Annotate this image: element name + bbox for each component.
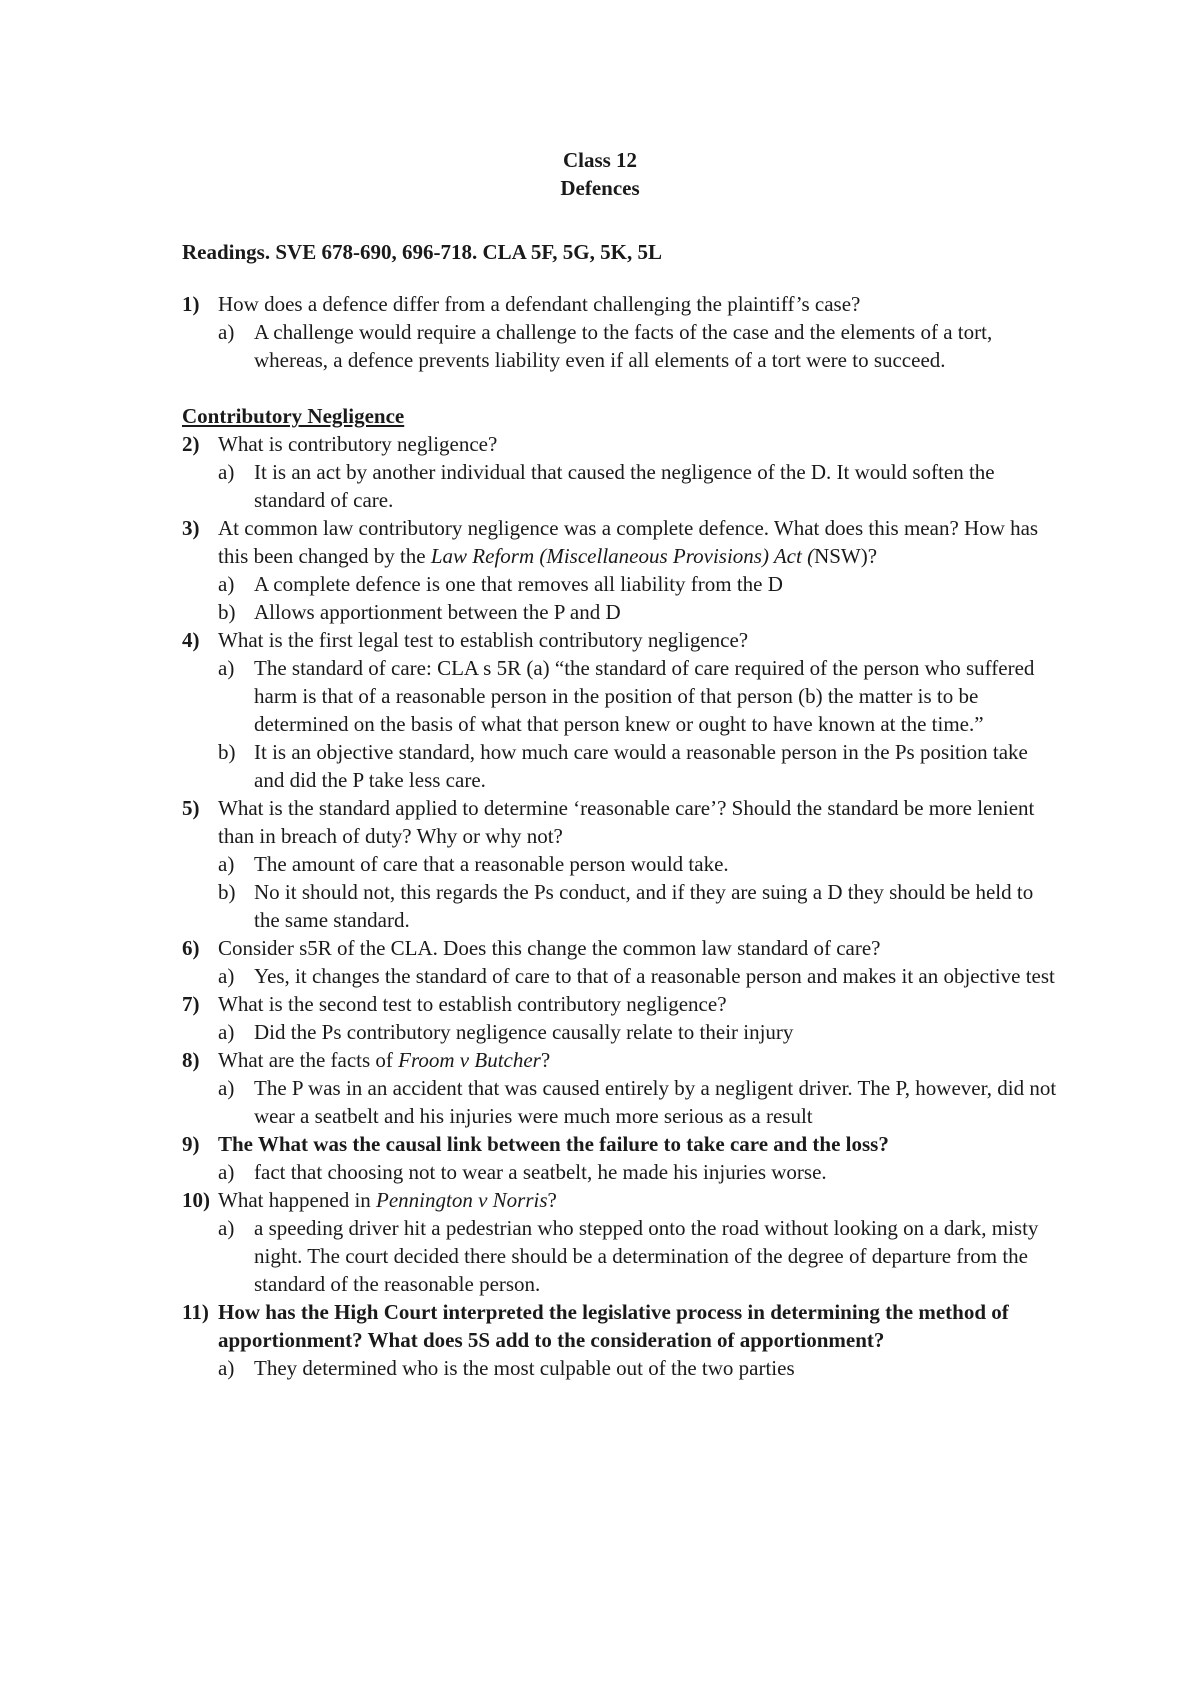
- answer-text: A complete defence is one that removes all liability from the D: [254, 572, 783, 596]
- answer-6a: [182, 962, 1062, 990]
- answer-letter: a): [218, 1216, 235, 1240]
- question-2: [182, 430, 1062, 458]
- question-number: 3): [182, 516, 200, 540]
- question-3: [182, 514, 1062, 570]
- question-number: 11): [182, 1300, 209, 1324]
- question-text: What are the facts of Froom v Butcher?: [218, 1048, 551, 1072]
- question-text: What happened in Pennington v Norris?: [218, 1188, 557, 1212]
- answer-text: fact that choosing not to wear a seatbelt, he made his injuries worse.: [254, 1160, 827, 1184]
- question-10: [182, 1186, 1062, 1214]
- answer-text: The amount of care that a reasonable person would take.: [254, 852, 729, 876]
- question-text: What is contributory negligence?: [218, 432, 498, 456]
- answer-4a: [182, 654, 1062, 738]
- answer-10a: [182, 1214, 1062, 1298]
- question-text: How has the High Court interpreted the legislative process in determining the method of apportionment? What does 5S add to the consideration of apportionment?: [218, 1300, 1009, 1352]
- answer-text: A challenge would require a challenge to the facts of the case and the elements of a tort, whereas, a defence prevents liability even if all elements of a tort were to succeed.: [254, 320, 993, 372]
- readings-line: Readings. SVE 678-690, 696-718. CLA 5F, 5G, 5K, 5L: [182, 240, 662, 264]
- question-8: [182, 1046, 1062, 1074]
- answer-3a: [182, 570, 1062, 598]
- question-text: At common law contributory negligence was a complete defence. What does this mean? How has this been changed by the Law Reform (Miscellaneous Provisions) Act (NSW)?: [218, 516, 1039, 568]
- question-number: 2): [182, 432, 200, 456]
- answer-letter: a): [218, 964, 235, 988]
- answer-11a: [182, 1354, 1062, 1382]
- answer-text: Did the Ps contributory negligence causally relate to their injury: [254, 1020, 794, 1044]
- answer-text: Allows apportionment between the P and D: [254, 600, 621, 624]
- answer-text: The standard of care: CLA s 5R (a) “the standard of care required of the person who suffered harm is that of a reasonable person in the position of that person (b) the matter is to be determined on the basis of what that person knew or ought to have known at the time.”: [254, 656, 1035, 736]
- case-name: Froom v Butcher: [398, 1048, 541, 1072]
- question-text: The What was the causal link between the failure to take care and the loss?: [218, 1132, 889, 1156]
- answer-4b: [182, 738, 1062, 794]
- question-number: 9): [182, 1132, 200, 1156]
- answer-5b: [182, 878, 1062, 934]
- question-list: [182, 290, 1062, 1382]
- question-text: What is the second test to establish contributory negligence?: [218, 992, 727, 1016]
- answer-text: Yes, it changes the standard of care to that of a reasonable person and makes it an objective test: [254, 964, 1055, 988]
- question-5: [182, 794, 1062, 850]
- question-text: Consider s5R of the CLA. Does this change the common law standard of care?: [218, 936, 881, 960]
- answer-8a: [182, 1074, 1062, 1130]
- answer-letter: a): [218, 572, 235, 596]
- answer-2a: [182, 458, 1062, 514]
- question-number: 10): [182, 1188, 210, 1212]
- answer-letter: a): [218, 852, 235, 876]
- answer-text: The P was in an accident that was caused entirely by a negligent driver. The P, however, did not wear a seatbelt and his injuries were much more serious as a result: [254, 1076, 1057, 1128]
- question-text: What is the standard applied to determine ‘reasonable care’? Should the standard be more lenient than in breach of duty? Why or why not?: [218, 796, 1035, 848]
- answer-text: No it should not, this regards the Ps conduct, and if they are suing a D they should be held to the same standard.: [254, 880, 1034, 932]
- answer-text: It is an objective standard, how much care would a reasonable person in the Ps position take and did the P take less care.: [254, 740, 1028, 792]
- title-block: [0, 146, 1200, 202]
- question-number: 1): [182, 292, 200, 316]
- section-heading: Contributory Negligence: [182, 404, 405, 428]
- topic-title: Defences: [560, 176, 640, 200]
- question-number: 7): [182, 992, 200, 1016]
- statute-title: Law Reform (Miscellaneous Provisions) Act (: [430, 544, 815, 568]
- case-name: Pennington v Norris: [376, 1188, 548, 1212]
- answer-7a: [182, 1018, 1062, 1046]
- answer-letter: a): [218, 1356, 235, 1380]
- question-7: [182, 990, 1062, 1018]
- answer-3b: [182, 598, 1062, 626]
- answer-5a: [182, 850, 1062, 878]
- answer-text: a speeding driver hit a pedestrian who stepped onto the road without looking on a dark, misty night. The court decided there should be a determination of the degree of departure from the standard of the reasonable person.: [254, 1216, 1039, 1296]
- question-number: 4): [182, 628, 200, 652]
- answer-letter: a): [218, 1076, 235, 1100]
- class-title: Class 12: [562, 148, 638, 172]
- question-number: 6): [182, 936, 200, 960]
- question-6: [182, 934, 1062, 962]
- answer-letter: a): [218, 1160, 235, 1184]
- answer-letter: a): [218, 320, 235, 344]
- question-1: [182, 290, 1062, 318]
- answer-letter: b): [218, 600, 236, 624]
- question-text: What is the first legal test to establish contributory negligence?: [218, 628, 749, 652]
- answer-text: It is an act by another individual that caused the negligence of the D. It would soften the standard of care.: [254, 460, 995, 512]
- question-number: 5): [182, 796, 200, 820]
- answer-letter: a): [218, 656, 235, 680]
- answer-9a: [182, 1158, 1062, 1186]
- answer-text: They determined who is the most culpable out of the two parties: [254, 1356, 795, 1380]
- question-11: [182, 1298, 1062, 1354]
- answer-letter: a): [218, 460, 235, 484]
- answer-letter: b): [218, 740, 236, 764]
- question-text: How does a defence differ from a defendant challenging the plaintiff’s case?: [218, 292, 861, 316]
- answer-1a: [182, 318, 1062, 374]
- answer-letter: a): [218, 1020, 235, 1044]
- question-number: 8): [182, 1048, 200, 1072]
- answer-letter: b): [218, 880, 236, 904]
- question-9: [182, 1130, 1062, 1158]
- question-4: [182, 626, 1062, 654]
